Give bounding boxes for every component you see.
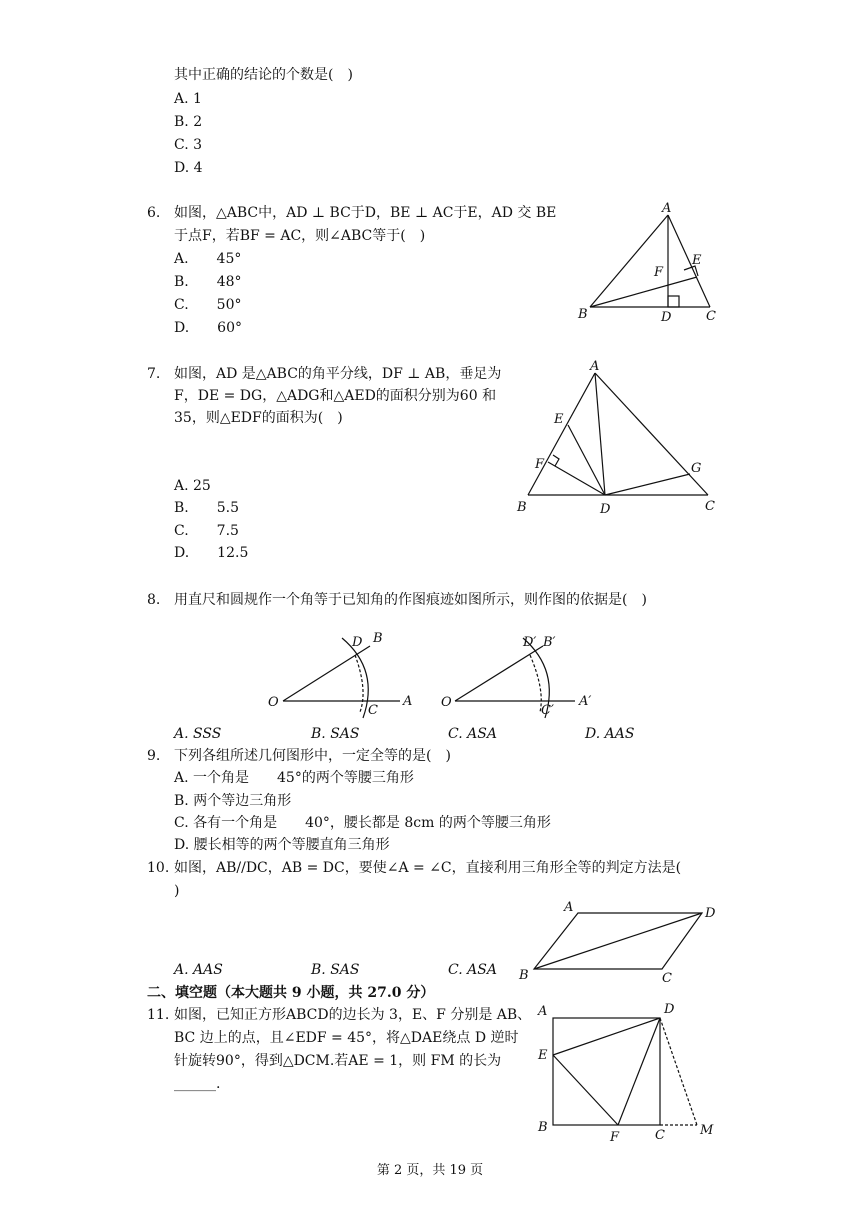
q7-label-d: D <box>600 502 611 517</box>
q9-option-b: B. 两个等边三角形 <box>174 793 292 809</box>
q11-number: 11. <box>147 1007 170 1023</box>
q6-number: 6. <box>147 205 161 221</box>
q11-blank: ______. <box>174 1076 221 1092</box>
q8-right-label-d: D′ <box>523 635 537 650</box>
q6-label-e: E <box>692 253 702 268</box>
q5-option-a: A. 1 <box>174 91 202 107</box>
q7-option-b: B. 5.5 <box>174 500 240 516</box>
q5-option-b: B. 2 <box>174 114 203 130</box>
q6-label-d: D <box>661 310 672 325</box>
q5-option-c: C. 3 <box>174 137 203 153</box>
q8-option-b: B. SAS <box>311 726 360 742</box>
q11-line1: 如图，已知正方形ABCD的边长为 3，E、F 分别是 AB、 <box>174 1007 532 1023</box>
q9-line1: 下列各组所述几何图形中，一定全等的是( ) <box>174 748 451 764</box>
q8-right-label-b: B′ <box>543 635 556 650</box>
q10-option-c: C. ASA <box>448 962 497 978</box>
q11-line2: BC 边上的点，且∠EDF = 45°，将△DAE绕点 D 逆时 <box>174 1030 519 1046</box>
q10-label-d: D <box>705 906 716 921</box>
q11-label-e: E <box>538 1048 548 1063</box>
q7-option-a: A. 25 <box>174 478 211 494</box>
q7-number: 7. <box>147 366 161 382</box>
q7-label-g: G <box>691 461 702 476</box>
q5-option-d: D. 4 <box>174 160 203 176</box>
page-footer: 第 2 页，共 19 页 <box>376 1163 484 1178</box>
q7-label-b: B <box>517 500 527 515</box>
q8-left-label-o: O <box>268 695 279 710</box>
q8-option-d: D. AAS <box>585 726 635 742</box>
q8-right-label-c: C′ <box>541 703 554 718</box>
q7-line3: 35，则△EDF的面积为( ) <box>174 410 343 426</box>
q8-right-label-o: O <box>441 695 452 710</box>
q10-label-c: C <box>662 971 672 986</box>
q5-prompt: 其中正确的结论的个数是( ) <box>174 67 353 83</box>
q6-label-a: A <box>662 201 672 216</box>
q11-label-f: F <box>610 1130 620 1145</box>
q6-line2: 于点F，若BF = AC，则∠ABC等于( ) <box>174 228 426 244</box>
q9-option-a: A. 一个角是 45°的两个等腰三角形 <box>174 770 414 786</box>
q6-line1: 如图，△ABC中，AD ⊥ BC于D，BE ⊥ AC于E，AD 交 BE <box>174 205 557 221</box>
q7-label-f: F <box>535 457 545 472</box>
q8-number: 8. <box>147 592 161 608</box>
q9-number: 9. <box>147 748 161 764</box>
q6-option-a: A. 45° <box>174 251 242 267</box>
q6-option-c: C. 50° <box>174 297 242 313</box>
q11-label-b: B <box>538 1120 548 1135</box>
q7-line2: F，DE = DG，△ADG和△AED的面积分别为60 和 <box>174 388 497 404</box>
q8-left-label-d: D <box>352 635 363 650</box>
q6-label-f: F <box>654 265 664 280</box>
q11-label-c: C <box>655 1128 665 1143</box>
q8-right-label-a: A′ <box>579 694 592 709</box>
q7-option-c: C. 7.5 <box>174 523 239 539</box>
q9-option-c: C. 各有一个角是 40°，腰长都是 8cm 的两个等腰三角形 <box>174 815 551 831</box>
q11-line3: 针旋转90°，得到△DCM.若AE = 1，则 FM 的长为 <box>174 1053 502 1069</box>
q6-label-c: C <box>706 309 716 324</box>
q7-label-c: C <box>705 499 715 514</box>
q8-option-a: A. SSS <box>174 726 222 742</box>
q7-line1: 如图，AD 是△ABC的角平分线，DF ⊥ AB，垂足为 <box>174 366 502 382</box>
q8-line1: 用直尺和圆规作一个角等于已知角的作图痕迹如图所示，则作图的依据是( ) <box>174 592 647 608</box>
q8-option-c: C. ASA <box>448 726 497 742</box>
q11-label-m: M <box>700 1123 714 1138</box>
q8-left-label-b: B <box>373 631 383 646</box>
section-heading: 二、填空题（本大题共 9 小题，共 27.0 分） <box>147 985 435 1001</box>
q11-label-a: A <box>538 1004 548 1019</box>
q11-label-d: D <box>664 1002 675 1017</box>
q10-label-b: B <box>519 968 529 983</box>
q10-label-a: A <box>564 900 574 915</box>
q7-label-a: A <box>590 359 600 374</box>
q8-left-label-a: A <box>403 694 413 709</box>
q8-left-label-c: C <box>368 703 378 718</box>
q10-line2: ) <box>174 883 180 899</box>
q7-option-d: D. 12.5 <box>174 545 249 561</box>
q10-option-b: B. SAS <box>311 962 360 978</box>
q10-number: 10. <box>147 860 170 876</box>
q6-label-b: B <box>578 307 588 322</box>
q6-option-b: B. 48° <box>174 274 242 290</box>
q10-line1: 如图，AB//DC，AB = DC，要使∠A = ∠C，直接利用三角形全等的判定方法是( <box>174 860 682 876</box>
q9-option-d: D. 腰长相等的两个等腰直角三角形 <box>174 837 390 853</box>
q10-option-a: A. AAS <box>174 962 223 978</box>
q7-label-e: E <box>554 412 564 427</box>
q6-option-d: D. 60° <box>174 320 242 336</box>
